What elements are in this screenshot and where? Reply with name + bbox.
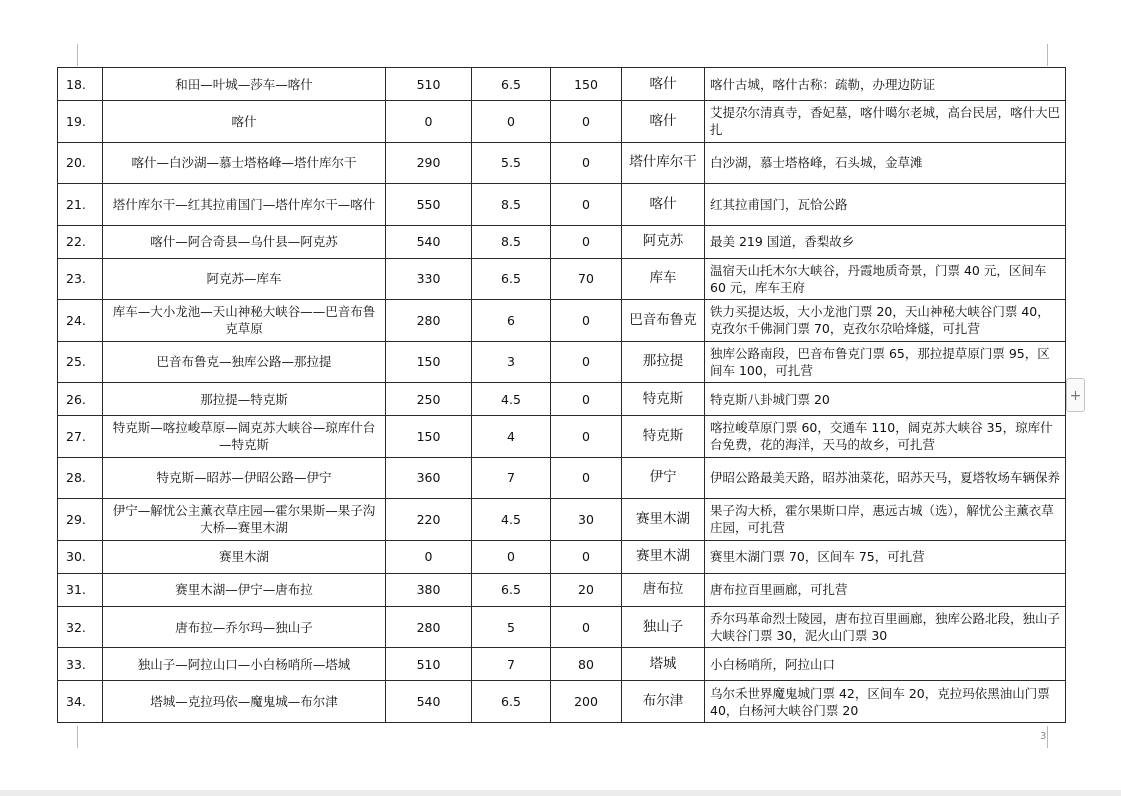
distance-cell: 510 (386, 68, 472, 101)
row-number: 30. (58, 540, 103, 573)
row-number: 23. (58, 258, 103, 299)
route-cell: 喀什—白沙湖—慕士塔格峰—塔什库尔干 (103, 142, 386, 183)
row-number: 20. (58, 142, 103, 183)
notes-cell: 红其拉甫国门，瓦恰公路 (705, 184, 1066, 225)
fee-cell: 0 (551, 383, 622, 416)
fee-cell: 30 (551, 499, 622, 540)
destination-cell: 赛里木湖 (622, 540, 705, 573)
fee-cell: 20 (551, 573, 622, 606)
row-number: 34. (58, 681, 103, 723)
notes-cell: 特克斯八卦城门票 20 (705, 383, 1066, 416)
hours-cell: 6.5 (472, 258, 551, 299)
route-cell: 塔什库尔干—红其拉甫国门—塔什库尔干—喀什 (103, 184, 386, 225)
table-row (58, 258, 1066, 299)
hours-cell: 3 (472, 341, 551, 382)
distance-cell: 380 (386, 573, 472, 606)
hours-cell: 0 (472, 101, 551, 142)
hours-cell: 6.5 (472, 681, 551, 723)
route-cell: 巴音布鲁克—独库公路—那拉提 (103, 341, 386, 382)
distance-cell: 550 (386, 184, 472, 225)
hours-cell: 4.5 (472, 499, 551, 540)
notes-cell: 伊昭公路最美天路，昭苏油菜花，昭苏天马，夏塔牧场车辆保养 (705, 457, 1066, 498)
route-cell: 库车—大小龙池—天山神秘大峡谷——巴音布鲁克草原 (103, 300, 386, 341)
route-cell: 阿克苏—库车 (103, 258, 386, 299)
itinerary-table (57, 67, 1066, 723)
notes-cell: 小白杨哨所，阿拉山口 (705, 648, 1066, 681)
notes-cell: 喀拉峻草原门票 60，交通车 110，阔克苏大峡谷 35，琼库什台免费，花的海洋，天马的故乡，可扎营 (705, 416, 1066, 457)
notes-cell: 喀什古城，喀什古称：疏勒，办理边防证 (705, 68, 1066, 101)
route-cell: 那拉提—特克斯 (103, 383, 386, 416)
row-number: 28. (58, 457, 103, 498)
destination-cell: 唐布拉 (622, 573, 705, 606)
row-number: 22. (58, 225, 103, 258)
hours-cell: 6 (472, 300, 551, 341)
destination-cell: 布尔津 (622, 681, 705, 723)
distance-cell: 280 (386, 606, 472, 647)
table-row (58, 681, 1066, 723)
fee-cell: 0 (551, 341, 622, 382)
route-cell: 独山子—阿拉山口—小白杨哨所—塔城 (103, 648, 386, 681)
notes-cell: 赛里木湖门票 70，区间车 75，可扎营 (705, 540, 1066, 573)
row-number: 18. (58, 68, 103, 101)
itinerary-body (58, 68, 1066, 723)
fee-cell: 0 (551, 300, 622, 341)
route-cell: 赛里木湖—伊宁—唐布拉 (103, 573, 386, 606)
table-row (58, 499, 1066, 540)
hours-cell: 4 (472, 416, 551, 457)
hours-cell: 7 (472, 457, 551, 498)
destination-cell: 赛里木湖 (622, 499, 705, 540)
fee-cell: 0 (551, 606, 622, 647)
destination-cell: 独山子 (622, 606, 705, 647)
hours-cell: 5.5 (472, 142, 551, 183)
hours-cell: 0 (472, 540, 551, 573)
notes-cell: 乔尔玛革命烈士陵园，唐布拉百里画廊，独库公路北段，独山子大峡谷门票 30，泥火山门票 30 (705, 606, 1066, 647)
hours-cell: 6.5 (472, 573, 551, 606)
distance-cell: 220 (386, 499, 472, 540)
table-row (58, 457, 1066, 498)
route-cell: 和田—叶城—莎车—喀什 (103, 68, 386, 101)
table-row (58, 142, 1066, 183)
destination-cell: 那拉提 (622, 341, 705, 382)
route-cell: 喀什—阿合奇县—乌什县—阿克苏 (103, 225, 386, 258)
distance-cell: 540 (386, 225, 472, 258)
distance-cell: 360 (386, 457, 472, 498)
table-row (58, 300, 1066, 341)
route-cell: 伊宁—解忧公主薰衣草庄园—霍尔果斯—果子沟大桥—赛里木湖 (103, 499, 386, 540)
crop-mark (77, 44, 78, 66)
row-number: 33. (58, 648, 103, 681)
destination-cell: 巴音布鲁克 (622, 300, 705, 341)
distance-cell: 250 (386, 383, 472, 416)
destination-cell: 特克斯 (622, 416, 705, 457)
notes-cell: 最美 219 国道，香梨故乡 (705, 225, 1066, 258)
hours-cell: 8.5 (472, 225, 551, 258)
row-number: 29. (58, 499, 103, 540)
hours-cell: 8.5 (472, 184, 551, 225)
destination-cell: 喀什 (622, 184, 705, 225)
notes-cell: 铁力买提达坂，大小龙池门票 20，天山神秘大峡谷门票 40，克孜尔千佛洞门票 70，克孜尔尕哈烽燧，可扎营 (705, 300, 1066, 341)
table-row (58, 573, 1066, 606)
notes-cell: 独库公路南段，巴音布鲁克门票 65，那拉提草原门票 95，区间车 100，可扎营 (705, 341, 1066, 382)
hours-cell: 4.5 (472, 383, 551, 416)
table-row (58, 225, 1066, 258)
distance-cell: 540 (386, 681, 472, 723)
add-page-button[interactable] (1066, 378, 1085, 412)
route-cell: 赛里木湖 (103, 540, 386, 573)
destination-cell: 库车 (622, 258, 705, 299)
distance-cell: 0 (386, 101, 472, 142)
row-number: 32. (58, 606, 103, 647)
fee-cell: 150 (551, 68, 622, 101)
plus-icon: + (1069, 388, 1082, 404)
row-number: 31. (58, 573, 103, 606)
page-number: 3 (1040, 731, 1047, 742)
route-cell: 喀什 (103, 101, 386, 142)
notes-cell: 温宿天山托木尔大峡谷，丹霞地质奇景，门票 40 元，区间车 60 元，库车王府 (705, 258, 1066, 299)
fee-cell: 0 (551, 225, 622, 258)
hours-cell: 7 (472, 648, 551, 681)
distance-cell: 150 (386, 341, 472, 382)
destination-cell: 喀什 (622, 101, 705, 142)
row-number: 24. (58, 300, 103, 341)
route-cell: 特克斯—喀拉峻草原—阔克苏大峡谷—琼库什台—特克斯 (103, 416, 386, 457)
table-row (58, 184, 1066, 225)
row-number: 21. (58, 184, 103, 225)
table-row (58, 101, 1066, 142)
fee-cell: 0 (551, 184, 622, 225)
distance-cell: 150 (386, 416, 472, 457)
notes-cell: 白沙湖，慕士塔格峰，石头城，金草滩 (705, 142, 1066, 183)
fee-cell: 0 (551, 416, 622, 457)
crop-mark (1047, 44, 1048, 66)
notes-cell: 果子沟大桥，霍尔果斯口岸，惠远古城（选），解忧公主薰衣草庄园，可扎营 (705, 499, 1066, 540)
hours-cell: 5 (472, 606, 551, 647)
distance-cell: 510 (386, 648, 472, 681)
fee-cell: 0 (551, 540, 622, 573)
fee-cell: 0 (551, 101, 622, 142)
crop-mark (77, 726, 78, 748)
route-cell: 塔城—克拉玛依—魔鬼城—布尔津 (103, 681, 386, 723)
fee-cell: 80 (551, 648, 622, 681)
row-number: 27. (58, 416, 103, 457)
table-row (58, 648, 1066, 681)
table-row (58, 606, 1066, 647)
table-row (58, 68, 1066, 101)
table-row (58, 416, 1066, 457)
destination-cell: 阿克苏 (622, 225, 705, 258)
table-row (58, 341, 1066, 382)
hours-cell: 6.5 (472, 68, 551, 101)
notes-cell: 乌尔禾世界魔鬼城门票 42，区间车 20，克拉玛依黑油山门票 40，白杨河大峡谷门票 20 (705, 681, 1066, 723)
distance-cell: 330 (386, 258, 472, 299)
distance-cell: 0 (386, 540, 472, 573)
fee-cell: 0 (551, 457, 622, 498)
row-number: 25. (58, 341, 103, 382)
row-number: 26. (58, 383, 103, 416)
destination-cell: 塔什库尔干 (622, 142, 705, 183)
table-row (58, 540, 1066, 573)
row-number: 19. (58, 101, 103, 142)
route-cell: 特克斯—昭苏—伊昭公路—伊宁 (103, 457, 386, 498)
notes-cell: 唐布拉百里画廊，可扎营 (705, 573, 1066, 606)
destination-cell: 特克斯 (622, 383, 705, 416)
crop-mark (1047, 726, 1048, 748)
fee-cell: 200 (551, 681, 622, 723)
destination-cell: 喀什 (622, 68, 705, 101)
distance-cell: 280 (386, 300, 472, 341)
destination-cell: 伊宁 (622, 457, 705, 498)
route-cell: 唐布拉—乔尔玛—独山子 (103, 606, 386, 647)
notes-cell: 艾提尕尔清真寺，香妃墓，喀什噶尔老城，高台民居，喀什大巴扎 (705, 101, 1066, 142)
fee-cell: 0 (551, 142, 622, 183)
destination-cell: 塔城 (622, 648, 705, 681)
distance-cell: 290 (386, 142, 472, 183)
fee-cell: 70 (551, 258, 622, 299)
table-row (58, 383, 1066, 416)
